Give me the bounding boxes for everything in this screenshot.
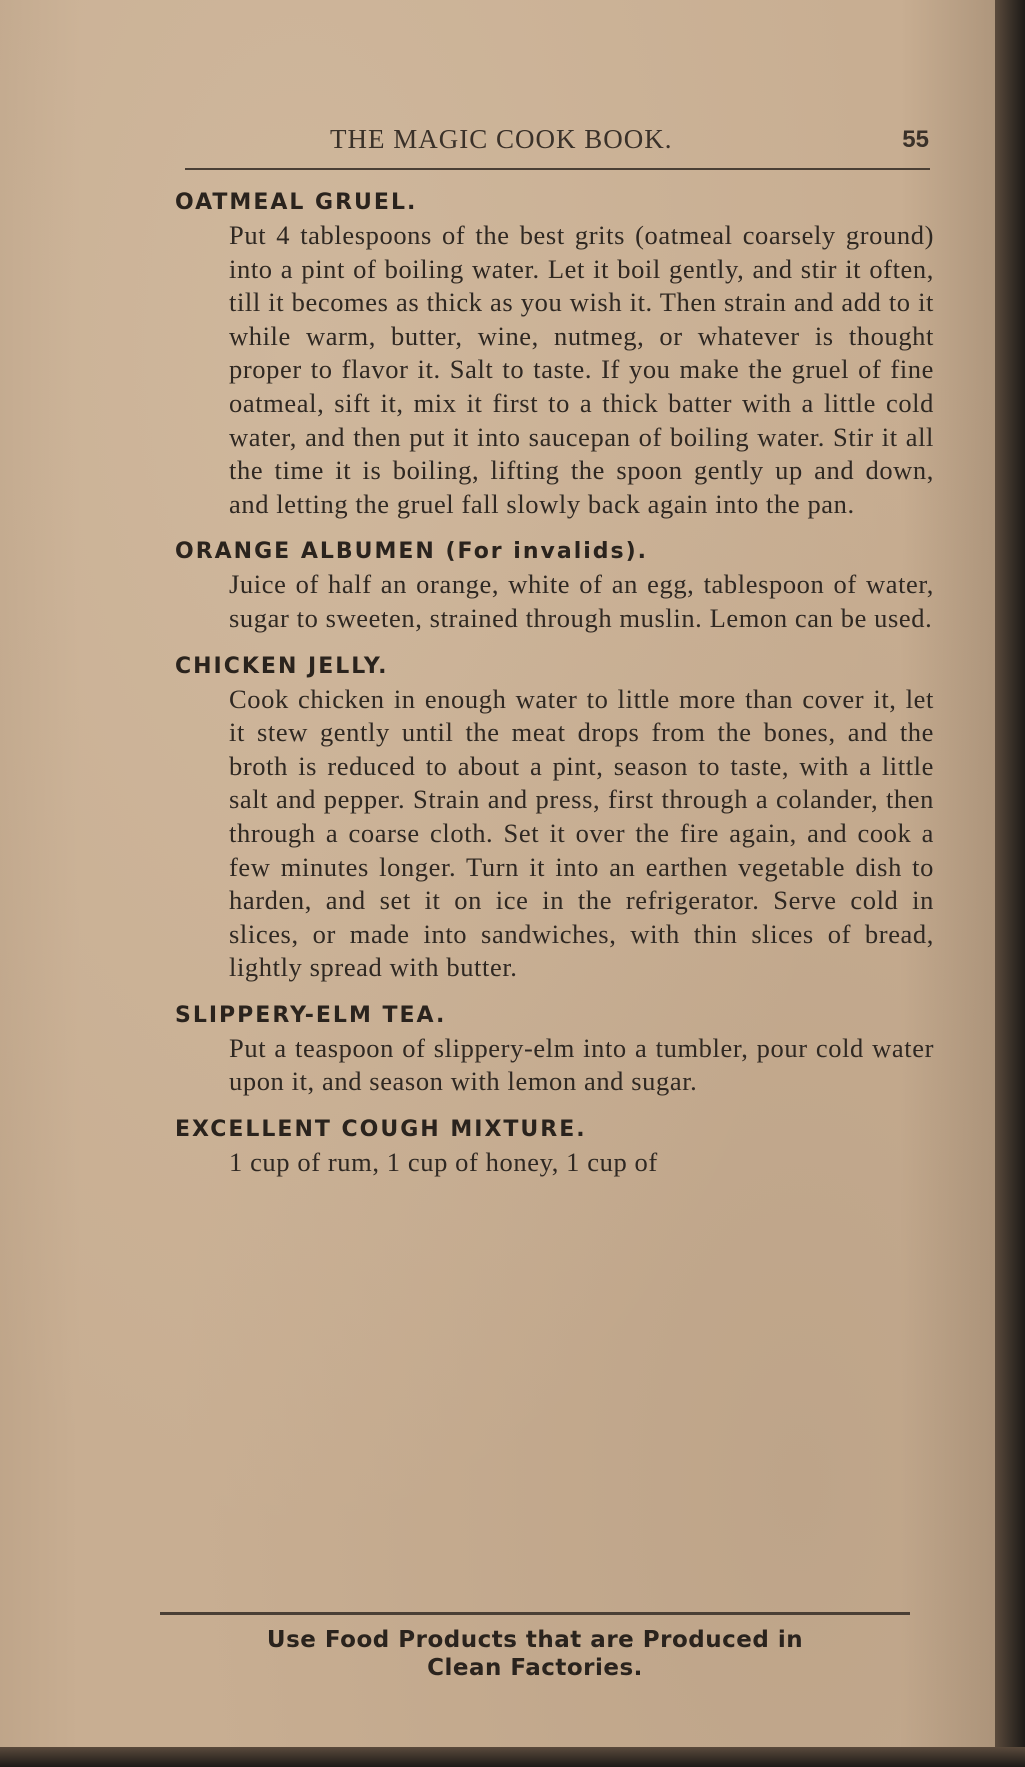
footer-line-2: Clean Factories. — [427, 1655, 643, 1681]
recipe-oatmeal-gruel — [175, 190, 940, 521]
recipe-title: EXCELLENT COUGH MIXTURE. — [175, 1117, 587, 1143]
recipe-body: Put a teaspoon of slippery-elm into a tumbler, pour cold water upon it, and season with lemon and sugar. — [229, 1032, 934, 1097]
recipe-title: SLIPPERY-ELM TEA. — [175, 1002, 447, 1028]
recipe-body: Juice of half an orange, white of an egg, tablespoon of water, sugar to sweeten, strained through muslin. Lemon can be used. — [229, 569, 934, 633]
page-content — [175, 190, 940, 1198]
recipe-body: 1 cup of rum, 1 cup of honey, 1 cup of — [229, 1147, 658, 1178]
running-title: THE MAGIC COOK BOOK. — [330, 124, 673, 154]
recipe-body: Put 4 tablespoons of the best grits (oatmeal coarsely ground) into a pint of boiling water. Let it boil gently, and stir it often, till it becomes as thick as you wish it. Then strain and add to it while warm, butter, wine, nutmeg, or whatever is thought proper to flavor it. Salt to taste. If you make the gruel of fine oatmeal, sift it, mix it first to a thick batter with a little cold water, and then put it into saucepan of boiling water. Stir it all the time it is boiling, lifting the spoon gently up and down, and letting the gruel fall slowly back again into the pan. — [229, 220, 934, 519]
header-rule — [185, 168, 930, 170]
recipe-slippery-elm-tea — [175, 1003, 940, 1099]
recipe-excellent-cough-mixture — [175, 1117, 940, 1180]
recipe-body: Cook chicken in enough water to little more than cover it, let it stew gently until the meat drops from the bones, and the broth is reduced to about a pint, season to taste, with a little salt and pepper. Strain and press, first through a colander, then through a coarse cloth. Set it over the fire again, and cook a few minutes longer. Turn it into an earthen vegetable dish to harden, and set it on ice in the refrigerator. Serve cold in slices, or made into sandwiches, with thin slices of bread, lightly spread with butter. — [229, 683, 934, 983]
footer-rule — [160, 1612, 910, 1615]
page-footer — [160, 1626, 910, 1682]
recipe-title: CHICKEN JELLY. — [175, 653, 389, 679]
recipe-chicken-jelly — [175, 654, 940, 985]
page-number: 55 — [902, 126, 929, 153]
page-edge-shadow — [995, 0, 1025, 1767]
page-header — [190, 124, 935, 164]
page-bottom-shadow — [0, 1747, 1025, 1767]
footer-line-1: Use Food Products that are Produced in — [266, 1627, 804, 1653]
recipe-orange-albumen — [175, 539, 940, 635]
recipe-title: OATMEAL GRUEL. — [175, 190, 418, 215]
recipe-title: ORANGE ALBUMEN (For invalids). — [175, 539, 649, 565]
